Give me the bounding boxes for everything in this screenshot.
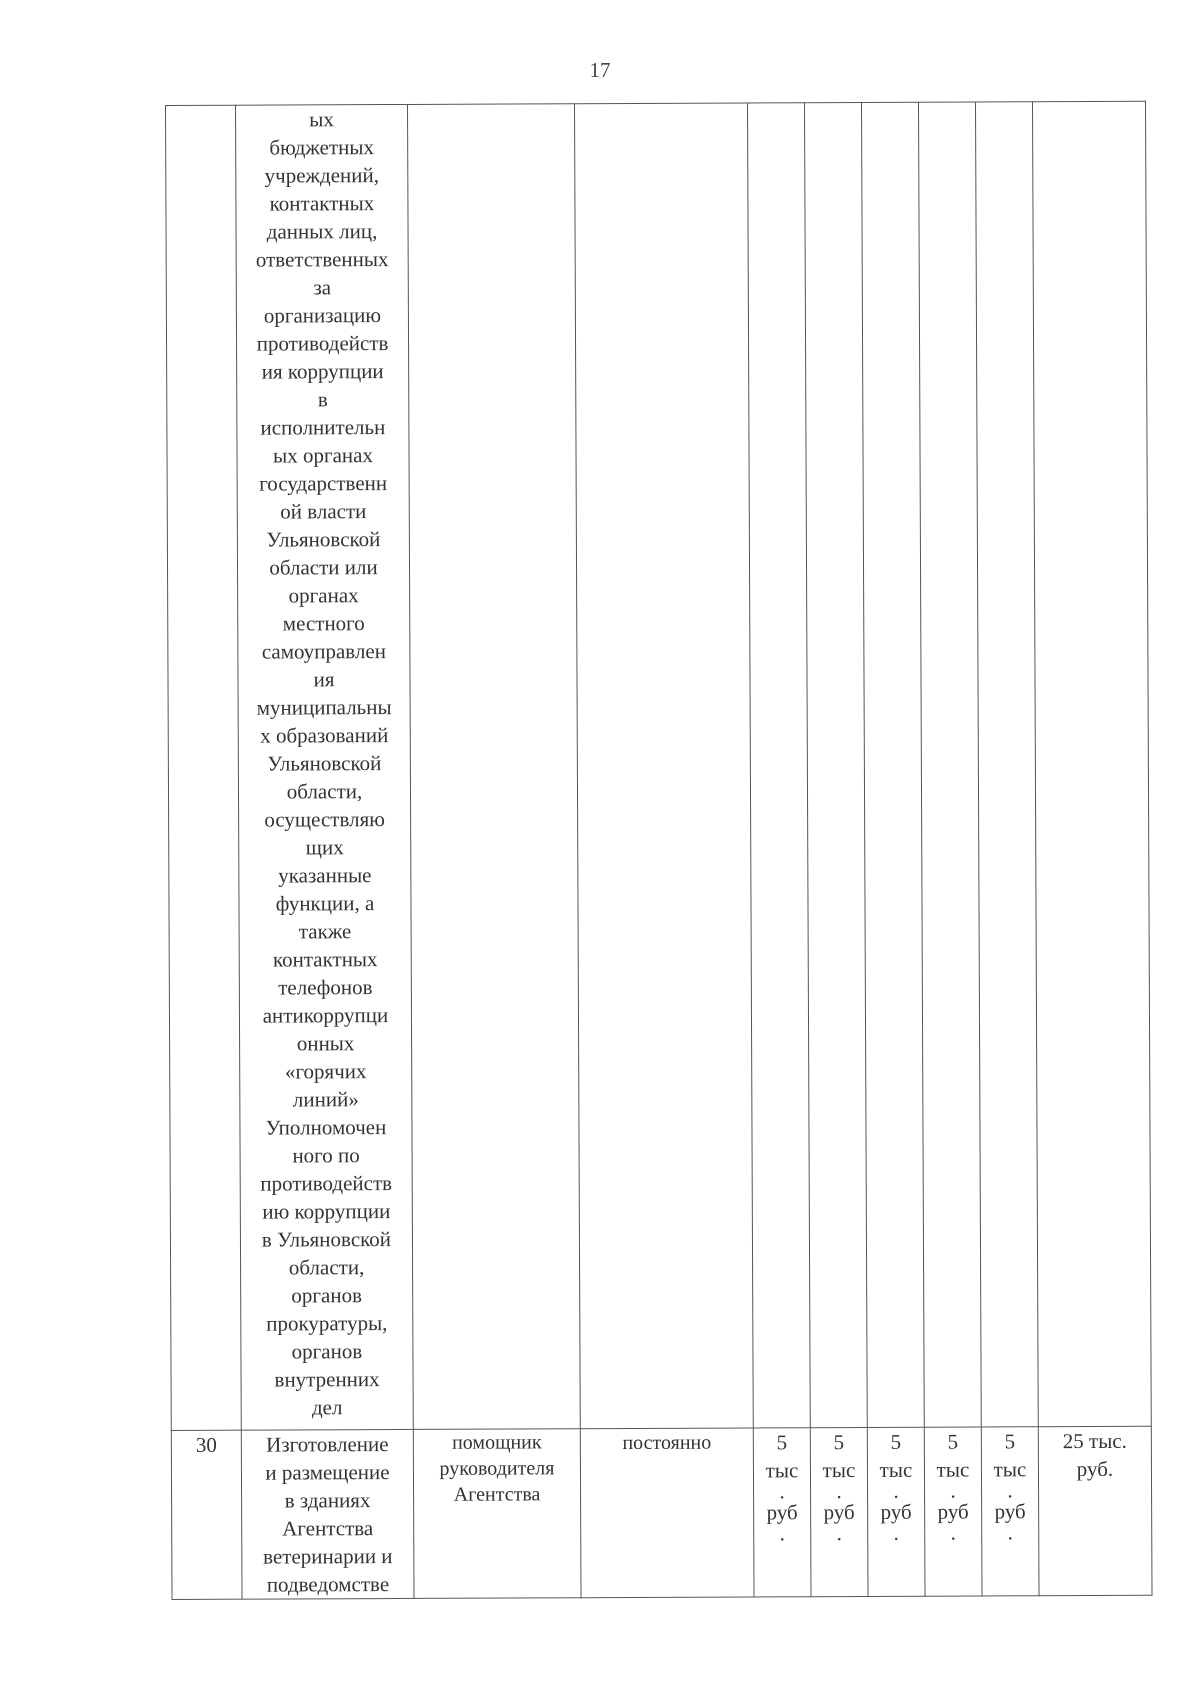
text-line: тыс [993,1457,1027,1482]
text-line: 25 тыс. [1062,1428,1127,1454]
text-line: ых [309,107,334,132]
text-line: . [950,1520,956,1545]
text-line: помощник [452,1431,542,1454]
cell-year5-amount [981,1427,1039,1596]
cell-year3-amount [867,1427,925,1596]
text-line: руб [880,1499,912,1524]
text-line: телефонов [278,975,373,1000]
text-line: учреждений, [264,163,380,188]
text-line: 5 [947,1429,959,1454]
text-line: Агентства [453,1483,541,1506]
text-line: руб [937,1499,969,1524]
text-line: данных лиц, [266,219,378,244]
text-line: 5 [833,1430,845,1455]
cell-year5-empty [975,102,1038,1427]
text-line: исполнительн [260,415,386,440]
text-line: также [298,919,352,944]
text-line: . [779,1479,785,1504]
table-row-continuation [166,101,1152,1430]
text-line: . [950,1478,956,1503]
text-line: руководителя [439,1457,555,1480]
text-line: тыс [765,1458,799,1483]
text-line: прокуратуры, [266,1311,388,1336]
cell-total-empty [1032,101,1151,1426]
text-line: области, [286,779,363,804]
text-line: . [893,1520,899,1545]
text-line: Агентства [282,1516,374,1541]
text-line: бюджетных [269,135,375,160]
text-line: «горячих [284,1059,367,1084]
text-line: ного по [292,1143,360,1168]
cell-responsible-empty [407,104,580,1430]
cell-deadline-empty [574,103,753,1429]
text-line: руб [823,1500,855,1525]
text-line: противодейств [256,331,389,356]
text-line: ия коррупции [261,359,384,384]
text-line: органах [288,583,359,608]
text-line: внутренних [274,1367,380,1392]
text-line: самоуправлен [261,639,386,664]
cell-year2-empty [804,102,867,1427]
text-line: ия [313,667,335,692]
activities-table [165,101,1153,1600]
text-line: руб [766,1500,798,1525]
text-line: . [779,1521,785,1546]
text-line: 5 [1004,1429,1016,1454]
text-line: органов [291,1283,363,1308]
text-line: и размещение [265,1460,390,1485]
text-line: в [317,387,328,412]
cell-deadline: постоянно [580,1428,754,1598]
cell-row-number: 30 [171,1430,242,1599]
text-line: указанные [278,863,372,888]
cell-year1-amount [753,1428,811,1597]
table-row-30 [171,1426,1152,1599]
cell-activity-name-continued [236,104,414,1430]
text-line: . [1007,1520,1013,1545]
text-line: организацию [263,303,382,328]
text-line: ой власти [280,499,367,524]
text-line: линий» [292,1087,359,1112]
text-line: х образований [260,723,389,748]
text-line: 5 [776,1430,788,1455]
text-line: противодейств [260,1171,393,1196]
cell-total-amount [1038,1426,1152,1595]
text-line: тыс [879,1457,913,1482]
cell-year2-amount [810,1427,868,1596]
text-line: контактных [269,191,375,216]
cell-year3-empty [861,102,924,1427]
cell-year4-empty [918,102,981,1427]
text-line: ответственных [255,247,389,272]
text-line: области или [269,555,378,580]
text-line: антикоррупци [262,1003,389,1028]
text-line: контактных [272,947,378,972]
text-line: Ульяновской [266,527,381,552]
text-line: дел [311,1395,343,1420]
text-line: ых органах [273,443,374,468]
text-line: тыс [822,1458,856,1483]
cell-year1-empty [747,103,810,1428]
text-line: 5 [890,1429,902,1454]
text-line: за [313,275,332,300]
text-line: в Ульяновской [261,1227,392,1252]
text-line: руб. [1076,1456,1114,1482]
cell-responsible [413,1429,581,1599]
text-line: осуществляю [264,807,385,832]
text-line: Ульяновской [267,751,382,776]
cell-activity-name [241,1429,414,1599]
text-line: . [836,1479,842,1504]
text-line: щих [305,835,344,860]
text-line: функции, а [275,891,375,916]
text-line: Уполномочен [265,1115,387,1140]
text-line: муниципальны [256,695,392,720]
cell-year4-amount [924,1427,982,1596]
text-line: области, [288,1255,365,1280]
text-line: ветеринарии и [263,1544,393,1569]
text-line: Изготовление [266,1432,389,1457]
text-line: . [836,1521,842,1546]
cell-number-empty [166,105,242,1430]
text-line: подведомстве [266,1572,390,1597]
text-line: органов [291,1339,363,1364]
text-line: местного [282,611,365,636]
text-line: ию коррупции [262,1199,391,1224]
text-line: руб [994,1499,1026,1524]
text-line: тыс [936,1457,970,1482]
text-line: . [893,1478,899,1503]
text-line: . [1007,1478,1013,1503]
text-line: государственн [259,471,388,496]
page-number: 17 [589,58,611,82]
text-line: онных [296,1031,355,1056]
text-line: в зданиях [284,1488,371,1513]
